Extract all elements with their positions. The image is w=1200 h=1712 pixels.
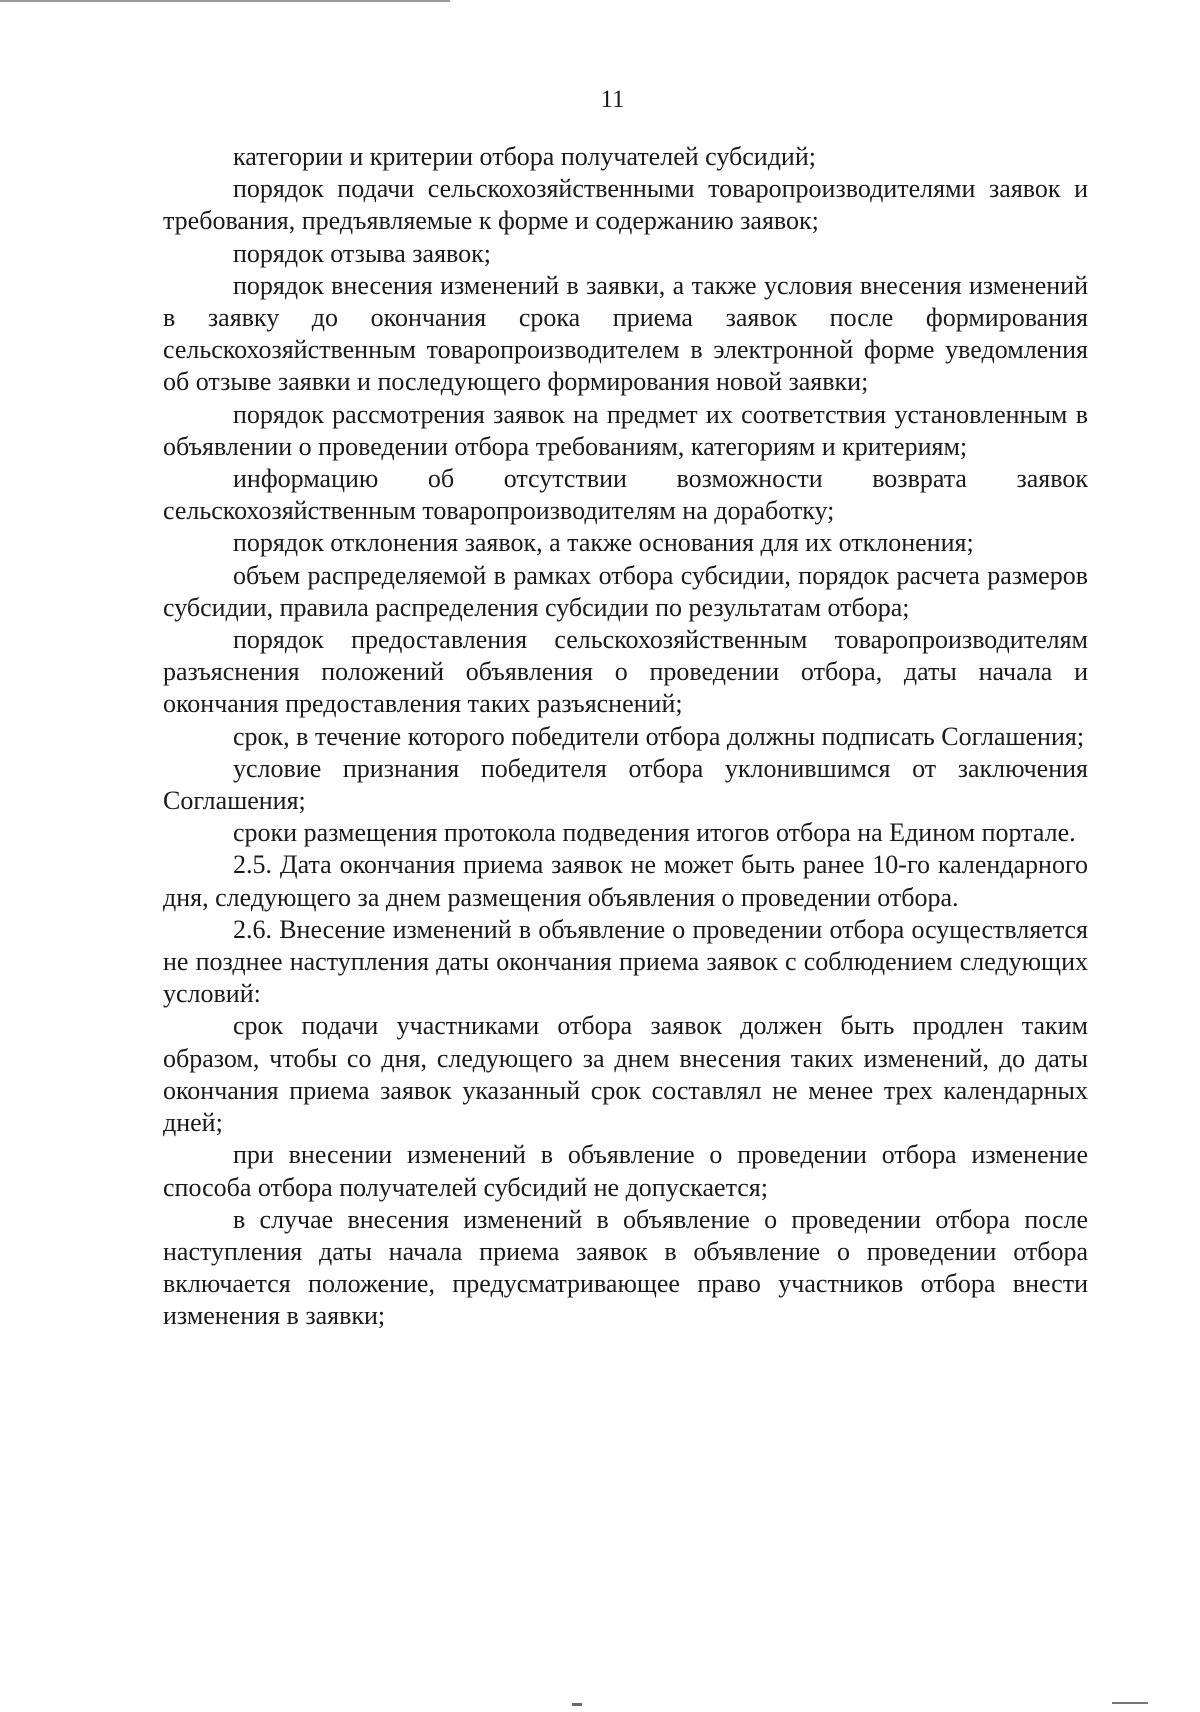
paragraph-selection-criteria: категории и критерии отбора получателей субсидий; bbox=[233, 142, 816, 171]
clause-2-6: 2.6. Внесение изменений в объявление о проведении отбора осуществляется не позднее наступления даты окончания приема заявок с соблюдением следующих условий: bbox=[163, 914, 1088, 1009]
scan-artifact-mark bbox=[572, 1703, 582, 1706]
paragraph-term-extension: срок подачи участниками отбора заявок должен быть продлен таким образом, чтобы со дня, следующего за днем внесения таких изменений, до даты окончания приема заявок указанный срок составлял не менее трех календарных дней; bbox=[163, 1011, 1088, 1138]
paragraph-clarification-procedure: порядок предоставления сельскохозяйственным товаропроизводителям разъяснения положений объявления о проведении отбора, даты начала и окончания предоставления таких разъяснений; bbox=[163, 625, 1088, 719]
paragraph-no-return-info: информацию об отсутствии возможности возврата заявок сельскохозяйственным товаропроизводителям на доработку; bbox=[163, 464, 1088, 526]
paragraph-right-to-amend: в случае внесения изменений в объявление о проведении отбора после наступления даты начала приема заявок в объявление о проведении отбора включается положение, предусматривающее право участников отбора внести изменения в заявки; bbox=[163, 1204, 1088, 1331]
paragraph-evasion-condition: условие признания победителя отбора уклонившимся от заключения Соглашения; bbox=[163, 753, 1088, 816]
scan-edge-line bbox=[0, 0, 450, 2]
clause-2-5: 2.5. Дата окончания приема заявок не может быть ранее 10-го календарного дня, следующего за днем размещения объявления о проведении отбора. bbox=[163, 850, 1088, 912]
paragraph-application-procedure: порядок подачи сельскохозяйственными товаропроизводителями заявок и требования, предъявляемые к форме и содержанию заявок; bbox=[163, 174, 1088, 236]
document-body bbox=[163, 141, 1088, 1333]
paragraph-protocol-terms: сроки размещения протокола подведения итогов отбора на Едином портале. bbox=[233, 818, 1076, 848]
paragraph-amendment-procedure: порядок внесения изменений в заявки, а также условия внесения изменений в заявку до окончания срока приема заявок после формирования сельскохозяйственным товаропроизводителем в электронной форме уведомления об отзыве заявки и последующего формирования новой заявки; bbox=[163, 270, 1088, 397]
paragraph-method-unchanged: при внесении изменений в объявление о проведении отбора изменение способа отбора получателей субсидий не допускается; bbox=[163, 1140, 1088, 1202]
paragraph-subsidy-volume: объем распределяемой в рамках отбора субсидии, порядок расчета размеров субсидии, правила распределения субсидии по результатам отбора; bbox=[163, 560, 1088, 622]
paragraph-rejection-procedure: порядок отклонения заявок, а также основания для их отклонения; bbox=[233, 528, 974, 558]
page-number: 11 bbox=[600, 86, 625, 113]
paragraph-signing-term: срок, в течение которого победители отбора должны подписать Соглашения; bbox=[233, 721, 1085, 751]
paragraph-withdrawal-procedure: порядок отзыва заявок; bbox=[233, 238, 492, 268]
scan-artifact-line bbox=[1112, 1702, 1148, 1704]
paragraph-review-procedure: порядок рассмотрения заявок на предмет их соответствия установленным в объявлении о проведении отбора требованиям, категориям и критериям; bbox=[163, 399, 1088, 461]
